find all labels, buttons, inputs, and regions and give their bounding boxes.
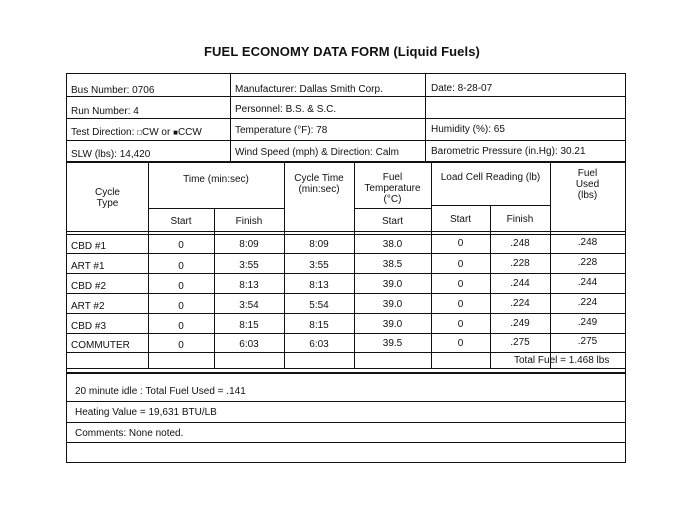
cell-cycle-type: CBD #3 — [71, 321, 107, 332]
personnel: Personnel: B.S. & S.C. — [235, 104, 337, 115]
header-bottom-line — [67, 234, 625, 235]
row-divider — [67, 352, 625, 353]
cell-load-finish: .224 — [510, 298, 530, 309]
cell-finish: 8:15 — [239, 320, 259, 331]
test-direction-label: Test Direction: — [71, 127, 135, 138]
cell-cycle-time: 6:03 — [309, 339, 329, 350]
cell-fuel-temp: 39.0 — [382, 279, 403, 290]
idle-fuel-used: 20 minute idle : Total Fuel Used = .141 — [75, 386, 246, 397]
row-divider — [67, 253, 625, 254]
ccw-checkbox-icon: ■ — [173, 128, 178, 137]
cell-start: 0 — [178, 321, 184, 332]
cell-cycle-type: COMMUTER — [71, 340, 130, 351]
cell-fuel-temp: 39.0 — [382, 319, 403, 330]
cell-cycle-time: 3:55 — [309, 260, 329, 271]
cw-label: CW or — [141, 127, 171, 138]
ccw-label: CCW — [177, 127, 202, 138]
cell-load-finish: .275 — [510, 337, 530, 348]
cell-fuel-used: .244 — [577, 277, 598, 288]
form-title: FUEL ECONOMY DATA FORM (Liquid Fuels) — [204, 44, 480, 59]
cell-fuel-temp: 39.0 — [382, 299, 403, 310]
header-cycle-time: Cycle Time (min:sec) — [294, 173, 344, 195]
cell-load-finish: .228 — [510, 258, 530, 269]
header-load-finish: Finish — [506, 214, 534, 225]
cell-finish: 8:13 — [239, 280, 259, 291]
cw-checkbox-icon: □ — [137, 128, 142, 137]
row-divider — [67, 273, 625, 274]
row-divider — [67, 293, 625, 294]
cell-fuel-used: .248 — [577, 237, 598, 248]
header-load-start: Start — [449, 214, 472, 225]
cell-start: 0 — [178, 301, 184, 312]
cell-fuel-temp: 39.5 — [382, 338, 403, 349]
header-fuel-temperature: Fuel Temperature (°C) — [364, 172, 421, 205]
slw: SLW (lbs): 14,420 — [71, 149, 151, 160]
cell-load-start: 0 — [457, 279, 464, 290]
cell-cycle-type: CBD #1 — [71, 241, 107, 252]
barometric-pressure: Barometric Pressure (in.Hg): 30.21 — [431, 146, 586, 157]
temperature: Temperature (°F): 78 — [235, 125, 328, 136]
heating-value: Heating Value = 19,631 BTU/LB — [75, 407, 217, 418]
cell-cycle-type: ART #1 — [71, 261, 105, 272]
run-number: Run Number: 4 — [71, 106, 139, 117]
header-time-finish: Finish — [235, 216, 263, 227]
cell-cycle-type: ART #2 — [71, 301, 105, 312]
header-load-cell: Load Cell Reading (lb) — [440, 172, 541, 183]
cell-fuel-used: .224 — [577, 297, 598, 308]
header-time: Time (min:sec) — [183, 174, 249, 185]
header-bottom-line — [67, 231, 625, 232]
header-time-start: Start — [170, 216, 192, 227]
manufacturer: Manufacturer: Dallas Smith Corp. — [235, 84, 383, 95]
info-row-divider — [67, 118, 625, 119]
cell-load-start: 0 — [457, 238, 464, 249]
cell-start: 0 — [178, 261, 184, 272]
section-divider — [67, 372, 625, 374]
cell-cycle-time: 5:54 — [309, 300, 329, 311]
header-subdivider — [148, 208, 284, 209]
cell-load-start: 0 — [457, 319, 464, 330]
cell-start: 0 — [178, 240, 184, 251]
cell-load-finish: .249 — [510, 318, 530, 329]
comments: Comments: None noted. — [75, 428, 184, 439]
row-divider — [67, 333, 625, 334]
header-fuel-used: Fuel Used (lbs) — [575, 168, 600, 201]
cell-cycle-time: 8:15 — [309, 320, 329, 331]
bottom-row-divider — [67, 422, 625, 423]
cell-finish: 6:03 — [239, 339, 259, 350]
date: Date: 8-28-07 — [431, 83, 493, 94]
test-direction — [71, 127, 202, 138]
total-fuel: Total Fuel = 1.468 lbs — [514, 355, 610, 366]
cell-load-finish: .248 — [510, 238, 530, 249]
cell-load-start: 0 — [457, 338, 464, 349]
cell-start: 0 — [178, 340, 184, 351]
cell-fuel-used: .249 — [577, 317, 598, 328]
cell-fuel-temp: 38.0 — [382, 239, 403, 250]
section-divider — [67, 161, 625, 163]
header-fuel-temp-start: Start — [381, 216, 404, 227]
cell-cycle-time: 8:09 — [309, 239, 329, 250]
cell-fuel-temp: 38.5 — [382, 259, 403, 270]
cell-load-start: 0 — [457, 259, 464, 270]
bottom-row-divider — [67, 442, 625, 443]
row-divider — [67, 368, 625, 369]
cell-load-finish: .244 — [510, 278, 530, 289]
cell-cycle-time: 8:13 — [309, 280, 329, 291]
cell-cycle-type: CBD #2 — [71, 281, 107, 292]
cell-fuel-used: .228 — [577, 257, 598, 268]
cell-fuel-used: .275 — [577, 336, 598, 347]
info-row-divider — [67, 140, 625, 141]
cell-load-start: 0 — [457, 299, 464, 310]
wind-speed-direction: Wind Speed (mph) & Direction: Calm — [235, 147, 399, 158]
bottom-row-divider — [67, 401, 625, 402]
header-subdivider — [431, 205, 550, 206]
row-divider — [67, 313, 625, 314]
info-row-divider — [67, 96, 625, 97]
header-cycle-type: Cycle Type — [94, 187, 120, 209]
cell-start: 0 — [178, 281, 184, 292]
cell-finish: 3:54 — [239, 300, 259, 311]
header-subdivider — [354, 208, 431, 209]
humidity: Humidity (%): 65 — [431, 124, 505, 135]
cell-finish: 3:55 — [239, 260, 259, 271]
bus-number: Bus Number: 0706 — [71, 85, 155, 96]
cell-finish: 8:09 — [239, 239, 259, 250]
